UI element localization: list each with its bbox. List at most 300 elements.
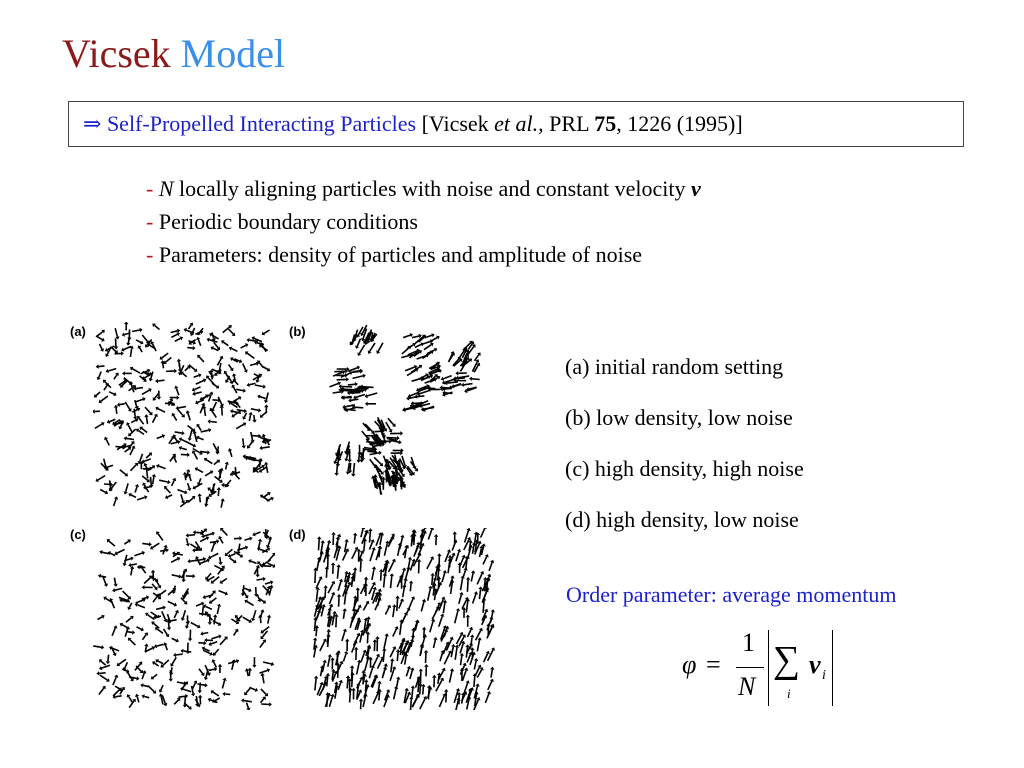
particle-head xyxy=(455,645,460,648)
particle-trail xyxy=(333,392,342,393)
particle-trail xyxy=(98,476,105,480)
particle-head xyxy=(126,343,130,346)
particle-trail xyxy=(467,654,470,662)
particle-trail xyxy=(174,415,177,420)
particle-head xyxy=(351,474,356,477)
particle-trail xyxy=(199,438,204,440)
particle-trail xyxy=(266,393,268,401)
particle-trail xyxy=(370,453,380,455)
particle-trail xyxy=(171,331,178,333)
particle-head xyxy=(198,695,202,698)
formula-phi: φ xyxy=(682,650,697,679)
particle-trail xyxy=(109,541,115,546)
particle-trail xyxy=(247,671,248,676)
particle-trail xyxy=(120,404,125,405)
particle-trail xyxy=(350,463,351,470)
particle-trail xyxy=(260,618,261,624)
particle-head xyxy=(411,686,416,689)
particle-trail xyxy=(211,598,216,602)
particle-trail xyxy=(200,405,203,413)
particle-head xyxy=(128,563,131,567)
particle-trail xyxy=(153,416,156,423)
particle-trail xyxy=(153,477,154,485)
particle-trail xyxy=(146,454,150,458)
particle-trail xyxy=(151,372,153,379)
particle-head xyxy=(396,649,401,652)
particle-trail xyxy=(147,470,148,479)
particle-trail xyxy=(187,348,192,349)
particle-trail xyxy=(332,614,334,626)
particle-head xyxy=(239,536,242,541)
particle-head xyxy=(471,570,475,573)
particle-trail xyxy=(226,464,227,469)
particle-trail xyxy=(213,692,219,696)
particle-trail xyxy=(239,544,240,552)
particle-trail xyxy=(212,372,213,379)
particle-trail xyxy=(315,620,316,631)
particle-head xyxy=(192,548,195,553)
particle-head xyxy=(390,573,395,576)
formula-denominator: N xyxy=(738,672,756,701)
particle-trail xyxy=(218,490,219,496)
particle-trail xyxy=(201,430,209,432)
particle-trail xyxy=(218,446,219,452)
particle-trail xyxy=(317,560,319,571)
particle-trail xyxy=(231,349,237,352)
particle-trail xyxy=(204,534,212,536)
particle-trail xyxy=(153,596,158,602)
particle-head xyxy=(191,693,195,696)
particle-trail xyxy=(460,644,463,654)
particle-trail xyxy=(336,617,337,628)
particle-trail xyxy=(124,347,131,350)
particle-head xyxy=(208,622,212,625)
particle-head xyxy=(437,553,442,556)
particle-head xyxy=(346,377,349,381)
particle-trail xyxy=(211,637,219,639)
particle-head xyxy=(259,446,262,451)
particle-trail xyxy=(345,542,347,552)
particle-trail xyxy=(383,651,384,662)
particle-trail xyxy=(468,630,472,638)
particle-trail xyxy=(444,653,450,664)
particle-trail xyxy=(212,400,218,401)
particle-trail xyxy=(372,569,374,580)
particle-trail xyxy=(410,583,411,591)
particle-head xyxy=(144,414,148,417)
particle-trail xyxy=(185,475,186,481)
particle-head xyxy=(177,395,180,400)
particle-trail xyxy=(191,623,198,627)
particle-trail xyxy=(131,420,136,422)
particle-head xyxy=(478,586,483,589)
particle-trail xyxy=(244,588,249,590)
particle-head xyxy=(344,539,348,542)
bullet-text: Periodic boundary conditions xyxy=(158,209,418,234)
particle-trail xyxy=(125,402,129,409)
bullet-text: locally aligning particles with noise and constant velocity xyxy=(173,176,691,201)
particle-trail xyxy=(246,688,250,693)
particle-head xyxy=(474,658,478,661)
particle-trail xyxy=(205,595,213,597)
particle-head xyxy=(314,676,319,679)
particle-trail xyxy=(99,673,105,674)
particle-trail xyxy=(421,602,424,612)
particle-trail xyxy=(146,487,152,488)
particle-trail xyxy=(145,407,151,413)
particle-head xyxy=(430,573,434,576)
particle-head xyxy=(264,404,269,407)
particle-trail xyxy=(456,700,459,710)
particle-trail xyxy=(153,674,157,677)
particle-trail xyxy=(211,642,217,644)
particle-head xyxy=(470,634,475,637)
particle-field-d xyxy=(310,528,496,710)
particle-head xyxy=(243,388,246,392)
particle-trail xyxy=(166,488,171,493)
particle-head xyxy=(336,464,341,467)
particle-trail xyxy=(424,345,431,350)
particle-trail xyxy=(266,465,268,473)
particle-trail xyxy=(100,675,107,680)
particle-trail xyxy=(136,600,143,603)
particle-trail xyxy=(369,668,372,679)
particle-trail xyxy=(205,472,211,476)
particle-trail xyxy=(190,430,192,438)
particle-trail xyxy=(360,561,361,572)
reference-box xyxy=(68,101,964,147)
particle-trail xyxy=(220,557,221,562)
particle-trail xyxy=(181,494,183,501)
particle-trail xyxy=(214,662,217,668)
particle-trail xyxy=(263,566,272,567)
particle-trail xyxy=(129,697,133,703)
particle-trail xyxy=(203,633,208,634)
particle-trail xyxy=(95,424,102,428)
particle-head xyxy=(422,627,427,630)
particle-head xyxy=(241,698,244,702)
particle-trail xyxy=(126,618,131,623)
particle-trail xyxy=(443,603,445,614)
particle-field-c xyxy=(93,528,275,710)
particle-head xyxy=(121,351,124,356)
particle-trail xyxy=(360,632,362,642)
particle-trail xyxy=(260,397,266,399)
particle-trail xyxy=(219,591,226,594)
particle-trail xyxy=(481,528,485,537)
particle-trail xyxy=(222,680,224,688)
particle-head xyxy=(409,696,413,699)
particle-trail xyxy=(485,694,489,703)
particle-trail xyxy=(123,591,129,597)
particle-trail xyxy=(140,454,143,462)
particle-trail xyxy=(249,442,253,447)
particle-trail xyxy=(462,600,467,609)
particle-trail xyxy=(185,367,189,370)
particle-trail xyxy=(381,572,382,581)
particle-trail xyxy=(156,616,161,617)
particle-trail xyxy=(140,348,143,352)
particle-trail xyxy=(128,336,129,343)
particle-head xyxy=(198,690,203,693)
particle-head xyxy=(187,559,190,563)
particle-trail xyxy=(229,329,234,334)
particle-trail xyxy=(357,663,360,675)
particle-trail xyxy=(156,608,163,610)
particle-head xyxy=(124,436,127,440)
particle-trail xyxy=(391,661,392,672)
particle-trail xyxy=(189,325,192,329)
particle-head xyxy=(232,373,237,376)
particle-trail xyxy=(135,487,137,493)
particle-trail xyxy=(142,335,147,342)
particle-trail xyxy=(365,659,368,672)
particle-trail xyxy=(397,652,398,661)
particle-trail xyxy=(439,696,444,707)
particle-trail xyxy=(222,530,227,536)
particle-head xyxy=(122,371,125,375)
reference-open: [Vicsek xyxy=(421,111,495,136)
particle-trail xyxy=(263,627,270,632)
particle-trail xyxy=(257,594,259,599)
particle-trail xyxy=(99,372,102,378)
particle-trail xyxy=(116,446,123,447)
particle-trail xyxy=(230,554,235,556)
particle-trail xyxy=(401,654,405,664)
particle-trail xyxy=(93,646,101,647)
particle-trail xyxy=(198,684,206,685)
particle-trail xyxy=(255,385,263,387)
particle-trail xyxy=(181,439,186,441)
particle-head xyxy=(182,431,185,435)
particle-head xyxy=(217,487,222,490)
particle-trail xyxy=(215,698,220,701)
particle-trail xyxy=(315,570,316,583)
particle-trail xyxy=(247,602,254,606)
particle-trail xyxy=(412,688,413,697)
particle-trail xyxy=(244,701,252,702)
particle-trail xyxy=(206,497,207,504)
formula-subscript: i xyxy=(822,668,826,683)
particle-trail xyxy=(136,399,143,402)
bullet-vector: v xyxy=(691,176,701,201)
particle-trail xyxy=(194,453,198,460)
particle-trail xyxy=(100,344,103,349)
particle-head xyxy=(247,338,250,342)
particle-trail xyxy=(142,428,147,432)
particle-trail xyxy=(160,590,166,594)
particle-trail xyxy=(414,536,415,545)
particle-trail xyxy=(177,682,184,683)
particle-trail xyxy=(415,344,421,347)
particle-trail xyxy=(357,339,360,347)
particle-trail xyxy=(217,606,219,614)
particle-trail xyxy=(139,418,144,424)
particle-trail xyxy=(214,461,218,464)
particle-trail xyxy=(96,392,100,396)
particle-head xyxy=(451,644,455,647)
particle-trail xyxy=(205,606,212,609)
particle-trail xyxy=(200,538,207,541)
particle-trail xyxy=(316,579,321,589)
particle-trail xyxy=(198,426,201,431)
particle-trail xyxy=(364,541,365,552)
particle-trail xyxy=(144,578,151,584)
particle-trail xyxy=(99,366,105,367)
particle-trail xyxy=(262,412,267,416)
particle-trail xyxy=(114,578,115,584)
particle-trail xyxy=(426,653,427,663)
particle-head xyxy=(242,446,247,449)
particle-trail xyxy=(378,343,383,352)
particle-trail xyxy=(230,451,232,457)
particle-trail xyxy=(484,653,488,662)
particle-head xyxy=(181,579,186,582)
particle-trail xyxy=(130,348,131,357)
particle-trail xyxy=(344,594,345,605)
particle-head xyxy=(186,533,189,537)
reference-rest: , 1226 (1995)] xyxy=(616,111,743,136)
particle-trail xyxy=(97,332,103,337)
particle-head xyxy=(490,667,494,670)
particle-trail xyxy=(363,448,364,458)
bullet-dash: - xyxy=(146,176,159,201)
particle-trail xyxy=(209,340,217,342)
panel-label-a: (a) xyxy=(70,324,86,339)
particle-trail xyxy=(251,409,259,411)
particle-trail xyxy=(195,392,202,394)
particle-trail xyxy=(179,696,186,697)
particle-trail xyxy=(172,480,175,486)
particle-trail xyxy=(316,628,317,636)
particle-trail xyxy=(343,654,346,662)
particle-trail xyxy=(483,557,487,565)
particle-head xyxy=(491,609,495,612)
particle-trail xyxy=(452,542,455,550)
particle-trail xyxy=(456,552,459,562)
particle-head xyxy=(173,653,176,658)
particle-head xyxy=(350,665,355,668)
particle-trail xyxy=(352,611,354,621)
particle-trail xyxy=(428,529,432,539)
particle-trail xyxy=(200,496,201,502)
particle-head xyxy=(269,702,272,707)
particle-trail xyxy=(351,399,358,400)
particle-trail xyxy=(162,353,168,358)
particle-trail xyxy=(263,676,264,684)
particle-head xyxy=(267,615,271,618)
particle-trail xyxy=(405,656,406,665)
particle-trail xyxy=(385,607,389,614)
particle-head xyxy=(466,615,471,618)
particle-head xyxy=(345,639,350,642)
particle-head xyxy=(139,328,142,332)
particle-trail xyxy=(461,656,462,666)
particle-trail xyxy=(131,564,137,565)
particle-head xyxy=(395,596,400,599)
particle-trail xyxy=(174,700,178,704)
particle-head xyxy=(244,409,247,413)
particle-head xyxy=(377,681,381,684)
particle-trail xyxy=(362,431,368,438)
particle-head xyxy=(382,648,387,651)
particle-trail xyxy=(190,560,198,561)
particle-trail xyxy=(179,363,180,369)
bullet-dash: - xyxy=(146,242,159,267)
particle-trail xyxy=(137,497,145,500)
particle-head xyxy=(181,649,184,653)
particle-trail xyxy=(326,569,327,578)
caption-d: (d) high density, low noise xyxy=(565,507,799,532)
particle-head xyxy=(263,384,266,388)
particle-head xyxy=(188,638,193,641)
particle-trail xyxy=(126,483,129,492)
particle-trail xyxy=(161,685,163,690)
fraction-bar xyxy=(736,667,764,668)
particle-trail xyxy=(165,645,167,650)
particle-trail xyxy=(125,629,127,637)
particle-trail xyxy=(183,689,191,692)
particle-trail xyxy=(390,649,394,658)
particle-trail xyxy=(157,644,164,646)
particle-trail xyxy=(418,680,419,693)
particle-head xyxy=(326,673,330,676)
particle-trail xyxy=(134,409,135,417)
particle-trail xyxy=(443,389,452,390)
particle-trail xyxy=(187,538,188,544)
particle-trail xyxy=(257,343,264,345)
particle-trail xyxy=(251,432,253,440)
particle-head xyxy=(448,555,453,558)
particle-trail xyxy=(388,418,394,425)
particle-trail xyxy=(223,342,228,346)
particle-trail xyxy=(111,601,114,609)
particle-trail xyxy=(158,409,165,413)
particle-trail xyxy=(268,618,269,624)
particle-trail xyxy=(108,655,109,662)
particle-trail xyxy=(164,629,168,635)
particle-head xyxy=(167,627,171,630)
particle-trail xyxy=(155,325,160,329)
particle-head xyxy=(317,536,322,539)
particle-trail xyxy=(130,640,136,645)
particle-trail xyxy=(428,588,431,600)
particle-head xyxy=(353,567,358,570)
particle-head xyxy=(332,611,336,614)
particle-trail xyxy=(378,659,383,669)
particle-trail xyxy=(321,668,323,676)
particle-trail xyxy=(106,439,109,445)
particle-head xyxy=(169,679,174,682)
particle-trail xyxy=(393,629,397,637)
particle-trail xyxy=(116,408,117,414)
particle-trail xyxy=(353,463,354,474)
particle-trail xyxy=(373,656,378,667)
particle-head xyxy=(390,658,394,661)
particle-head xyxy=(353,533,358,536)
particle-trail xyxy=(195,433,197,442)
particle-head xyxy=(396,677,400,680)
caption-list xyxy=(565,341,804,545)
particle-head xyxy=(124,322,129,324)
particle-trail xyxy=(183,610,186,618)
particle-trail xyxy=(352,579,353,587)
particle-trail xyxy=(131,569,132,576)
particle-head xyxy=(465,644,470,647)
particle-trail xyxy=(473,594,476,604)
particle-trail xyxy=(364,449,373,450)
particle-trail xyxy=(134,553,142,556)
